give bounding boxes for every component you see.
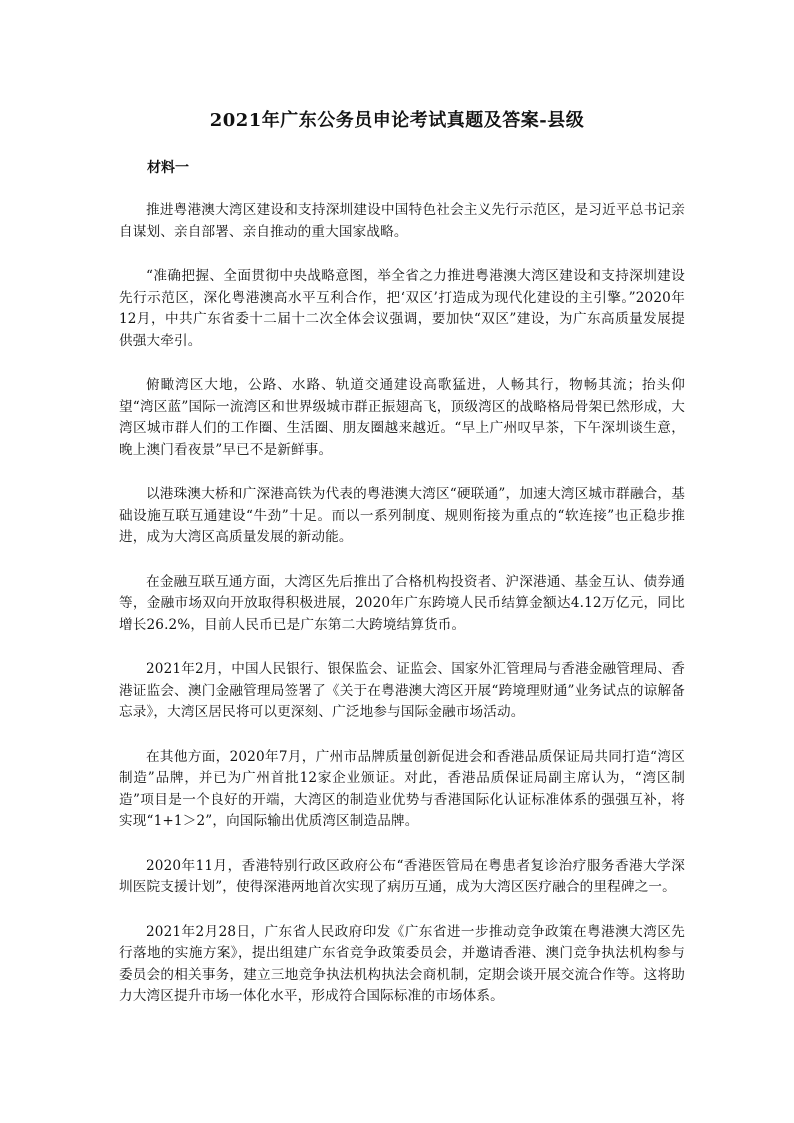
paragraph: 2021年2月，中国人民银行、银保监会、证监会、国家外汇管理局与香港金融管理局、香港证监会、澳门金融管理局签署了《关于在粤港澳大湾区开展“跨境理财通”业务试点的谅解备忘录》，大湾区居民将可以更深刻、广泛地参与国际金融市场活动。 [119, 661, 685, 720]
paragraph: 2021年2月28日，广东省人民政府印发《广东省进一步推动竞争政策在粤港澳大湾区先行落地的实施方案》，提出组建广东省竞争政策委员会，并邀请香港、澳门竞争执法机构参与委员会的相关事务，建立三地竞争执法机构执法会商机制，定期会谈开展交流合作等。这将助力大湾区提升市场一体化水平，形成符合国际标准的市场体系。 [119, 923, 685, 1004]
paragraph: 以港珠澳大桥和广深港高铁为代表的粤港澳大湾区“硬联通”，加速大湾区城市群融合，基础设施互联互通建设“牛劲”十足。而以一系列制度、规则衔接为重点的“软连接”也正稳步推进，成为大湾区高质量发展的新动能。 [119, 486, 685, 545]
paragraph: 俯瞰湾区大地，公路、水路、轨道交通建设高歌猛进，人畅其行，物畅其流；抬头仰望“湾区蓝”国际一流湾区和世界级城市群正振翅高飞，顶级湾区的战略格局骨架已然形成，大湾区城市群人们的工作圈、生活圈、朋友圈越来越近。“早上广州叹早茶，下午深圳谈生意，晚上澳门看夜景”早已不是新鲜事。 [119, 377, 685, 458]
document-title: 2021年广东公务员申论考试真题及答案-县级 [209, 110, 585, 131]
paragraph: 在金融互联互通方面，大湾区先后推出了合格机构投资者、沪深港通、基金互认、债券通等，金融市场双向开放取得积极进展，2020年广东跨境人民币结算金额达4.12万亿元，同比增长26.2%，目前人民币已是广东第二大跨境结算货币。 [119, 573, 685, 633]
paragraph: 2020年11月，香港特别行政区政府公布“香港医管局在粤患者复诊治疗服务香港大学深圳医院支援计划”，使得深港两地首次实现了病历互通，成为大湾区医疗融合的里程碑之一。 [119, 857, 685, 895]
document-body [119, 200, 685, 1031]
paragraph: 推进粤港澳大湾区建设和支持深圳建设中国特色社会主义先行示范区，是习近平总书记亲自谋划、亲自部署、亲自推动的重大国家战略。 [119, 202, 685, 240]
paragraph: “准确把握、全面贯彻中央战略意图，举全省之力推进粤港澳大湾区建设和支持深圳建设先行示范区，深化粤港澳高水平互利合作，把‘双区’打造成为现代化建设的主引擎。”2020年12月，中共广东省委十二届十二次全体会议强调，要加快“双区”建设，为广东高质量发展提供强大牵引。 [119, 268, 685, 349]
section-heading: 材料一 [147, 160, 189, 176]
paragraph: 在其他方面，2020年7月，广州市品牌质量创新促进会和香港品质保证局共同打造“湾区制造”品牌，并已为广州首批12家企业颁证。对此，香港品质保证局副主席认为，“湾区制造”项目是一个良好的开端，大湾区的制造业优势与香港国际化认证标准体系的强强互补，将实现“1+1＞2”，向国际输出优质湾区制造品牌。 [119, 748, 685, 829]
